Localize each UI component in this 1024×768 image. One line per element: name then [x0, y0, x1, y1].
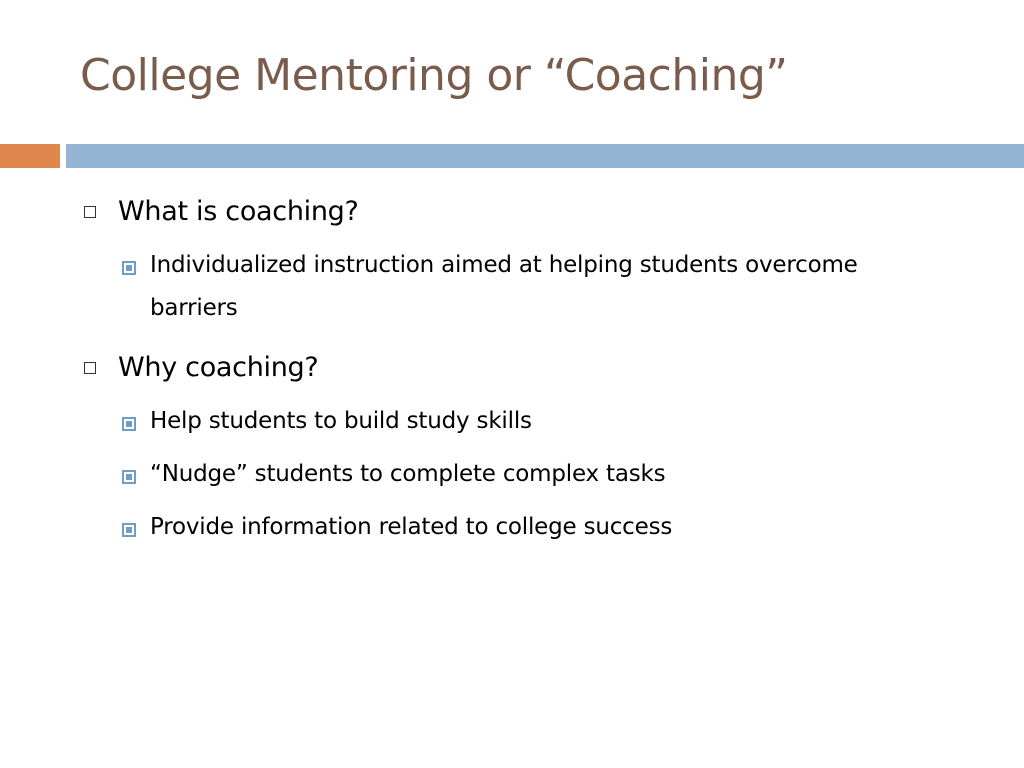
bullet-text: What is coaching?	[118, 196, 359, 227]
bullet-text: Why coaching?	[118, 352, 319, 383]
sub-bullet-text: Help students to build study skills	[150, 408, 532, 434]
sub-bullet-study-skills	[122, 408, 910, 443]
sub-bullet-text: Individualized instruction aimed at helping students overcome barriers	[150, 252, 858, 321]
accent-bar-blue	[66, 144, 1024, 168]
sub-bullet-text: Provide information related to college success	[150, 514, 673, 540]
filled-square-bullet-icon	[122, 523, 136, 537]
sub-bullet-college-success	[122, 514, 910, 549]
bullet-what-is-coaching	[84, 196, 359, 227]
hollow-square-bullet-icon	[84, 362, 96, 374]
filled-square-bullet-icon	[122, 261, 136, 275]
hollow-square-bullet-icon	[84, 206, 96, 218]
sub-bullet-text: “Nudge” students to complete complex tasks	[150, 461, 666, 487]
bullet-why-coaching	[84, 352, 318, 383]
filled-square-bullet-icon	[122, 417, 136, 431]
sub-bullet-nudge-students	[122, 461, 910, 496]
slide-title: College Mentoring or “Coaching”	[80, 50, 788, 101]
accent-bar-orange	[0, 144, 60, 168]
filled-square-bullet-icon	[122, 470, 136, 484]
sub-bullet-individualized-instruction	[122, 252, 910, 330]
